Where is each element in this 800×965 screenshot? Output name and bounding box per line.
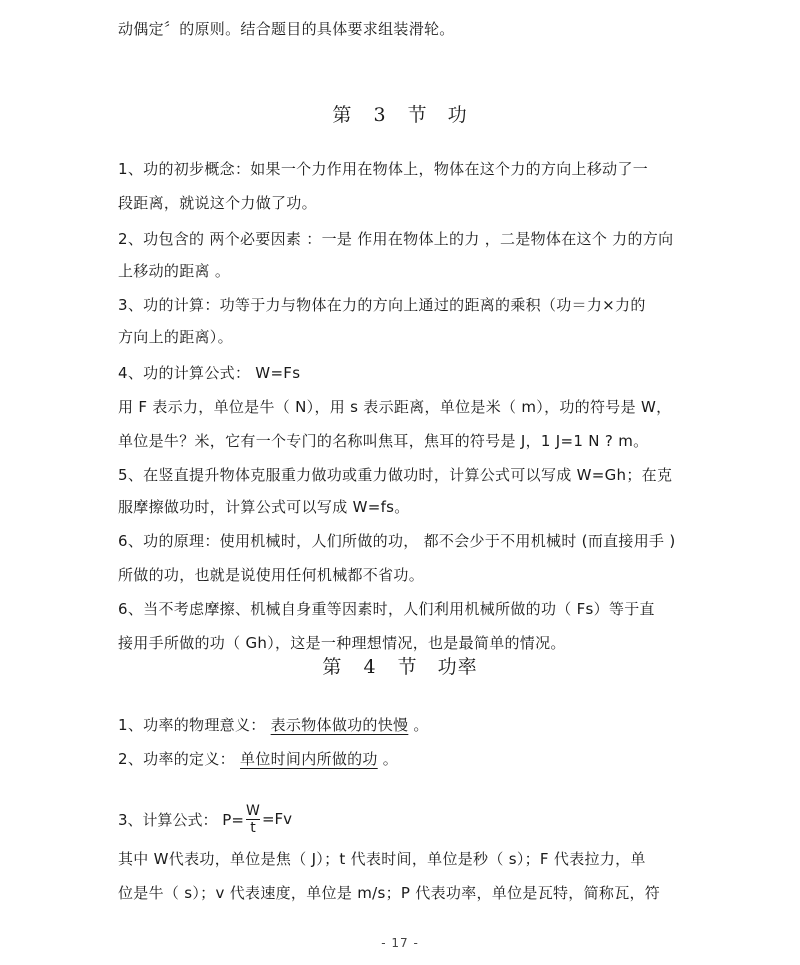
text-line: 2、功包含的 两个必要因素 ：一是 作用在物体上的力 ，二是物体在这个 力的方向: [118, 230, 674, 248]
section-heading-3: 第 3 节 功: [332, 104, 468, 126]
text-line: 单位是牛？米，它有一个专门的名称叫焦耳，焦耳的符号是 J，1 J=1 N ? m。: [118, 432, 649, 450]
fill-in-answer: 单位时间内所做的功: [240, 750, 378, 768]
text-line: 段距离，就说这个力做了功。: [118, 194, 317, 212]
fraction: [246, 804, 260, 835]
text-line: [118, 714, 800, 736]
text-line: 上移动的距离 。: [118, 262, 231, 280]
text-line: 位是牛（ s）；v 代表速度，单位是 m/s；P 代表功率，单位是瓦特，简称瓦，符: [118, 884, 661, 902]
line-suffix: 。: [408, 716, 429, 734]
power-formula: [118, 794, 292, 844]
fraction-denominator: t: [250, 819, 256, 836]
text-line: 动偶定〞的原则。结合题目的具体要求组装滑轮。: [118, 20, 455, 38]
text-line: 接用手所做的功（ Gh），这是一种理想情况，也是最简单的情况。: [118, 634, 566, 652]
line-prefix: 1、功率的物理意义：: [118, 716, 271, 734]
formula-prefix: 3、计算公式： P=: [118, 810, 244, 829]
text-line: 6、当不考虑摩擦、机械自身重等因素时，人们利用机械所做的功（ Fs）等于直: [118, 600, 655, 618]
line-prefix: 2、功率的定义：: [118, 750, 241, 768]
fill-in-answer: 表示物体做功的快慢: [270, 716, 409, 734]
fraction-numerator: W: [246, 802, 260, 819]
text-line: 其中 W代表功，单位是焦（ J）；t 代表时间，单位是秒（ s）；F 代表拉力，单: [118, 850, 646, 868]
text-line: 4、功的计算公式： W=Fs: [118, 364, 301, 382]
text-line: [118, 748, 800, 770]
line-suffix: 。: [377, 750, 399, 768]
formula-suffix: =Fv: [261, 810, 293, 828]
text-line: 6、功的原理：使用机械时，人们所做的功， 都不会少于不用机械时 (而直接用手 ): [118, 532, 676, 550]
text-line: 服摩擦做功时，计算公式可以写成 W=fs。: [118, 498, 410, 516]
section-heading-4: 第 4 节 功率: [322, 656, 478, 678]
text-line: 1、功的初步概念：如果一个力作用在物体上，物体在这个力的方向上移动了一: [118, 160, 649, 178]
text-line: 5、在竖直提升物体克服重力做功或重力做功时，计算公式可以写成 W=Gh；在克: [118, 466, 673, 484]
text-line: 方向上的距离）。: [118, 328, 233, 346]
text-line: 用 F 表示力，单位是牛（ N），用 s 表示距离，单位是米（ m），功的符号是 W，: [118, 398, 672, 416]
text-line: 所做的功，也就是说使用任何机械都不省功。: [118, 566, 425, 584]
page-number: - 17 -: [381, 936, 419, 950]
text-line: 3、功的计算：功等于力与物体在力的方向上通过的距离的乘积（功＝力×力的: [118, 296, 646, 314]
